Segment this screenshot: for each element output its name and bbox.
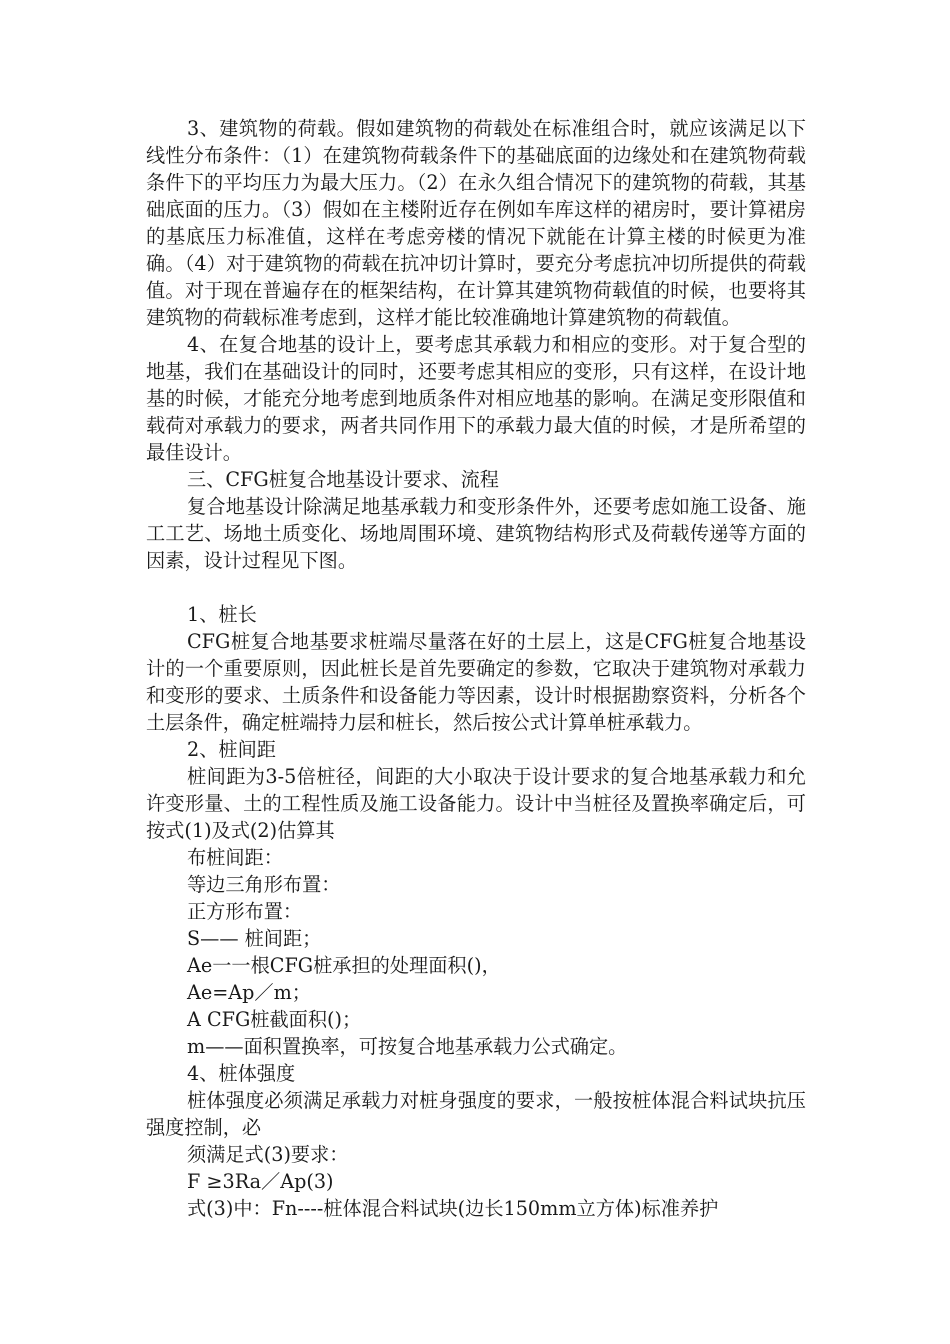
- line-def-s: S—— 桩间距；: [187, 927, 322, 950]
- document-page: [146, 115, 806, 1222]
- line-triangle-layout: 等边三角形布置：: [187, 873, 341, 896]
- line-formula-3: F ≥3Ra／Ap(3): [187, 1170, 334, 1193]
- line-def-ae: Ae一一根CFG桩承担的处理面积()，: [187, 954, 501, 977]
- heading-pile-strength: 4、桩体强度: [187, 1062, 296, 1085]
- line-spacing-label: 布桩间距：: [187, 846, 283, 869]
- line-def-m: m——面积置换率，可按复合地基承载力公式确定。: [187, 1035, 628, 1058]
- section-heading-cfg-requirements: 三、CFG桩复合地基设计要求、流程: [187, 468, 499, 491]
- figure-placeholder-gap: [146, 574, 806, 601]
- line-square-layout: 正方形布置：: [187, 900, 303, 923]
- line-def-a: A CFG桩截面积()；: [187, 1008, 362, 1031]
- paragraph-design-factors: 复合地基设计除满足地基承载力和变形条件外，还要考虑如施工设备、施工工艺、场地土质变化、场地周围环境、建筑物结构形式及荷载传递等方面的因素，设计过程见下图。: [146, 495, 806, 572]
- heading-pile-length: 1、桩长: [187, 603, 257, 626]
- line-formula-3-note: 式(3)中：Fn----桩体混合料试块(边长150mm立方体)标准养护: [187, 1197, 719, 1220]
- paragraph-pile-length: CFG桩复合地基要求桩端尽量落在好的土层上，这是CFG桩复合地基设计的一个重要原则，因此桩长是首先要确定的参数，它取决于建筑物对承载力和变形的要求、土质条件和设备能力等因素，设计时根据勘察资料，分析各个土层条件，确定桩端持力层和桩长，然后按公式计算单桩承载力。: [146, 630, 806, 734]
- paragraph-composite-foundation: 4、在复合地基的设计上，要考虑其承载力和相应的变形。对于复合型的地基，我们在基础设计的同时，还要考虑其相应的变形，只有这样，在设计地基的时候，才能充分地考虑到地质条件对相应地基的影响。在满足变形限值和载荷对承载力的要求，两者共同作用下的承载力最大值的时候，才是所希望的最佳设计。: [146, 333, 806, 464]
- paragraph-pile-strength: 桩体强度必须满足承载力对桩身强度的要求，一般按桩体混合料试块抗压强度控制，必: [146, 1089, 806, 1139]
- paragraph-pile-spacing: 桩间距为3-5倍桩径，间距的大小取决于设计要求的复合地基承载力和允许变形量、土的工程性质及施工设备能力。设计中当桩径及置换率确定后，可按式(1)及式(2)估算其: [146, 765, 806, 842]
- line-formula-ae: Ae=Ap／m；: [187, 981, 311, 1004]
- line-satisfy-formula: 须满足式(3)要求：: [187, 1143, 349, 1166]
- paragraph-building-load: 3、建筑物的荷载。假如建筑物的荷载处在标准组合时，就应该满足以下线性分布条件：（1）在建筑物荷载条件下的基础底面的边缘处和在建筑物荷载条件下的平均压力为最大压力。（2）在永久组合情况下的建筑物的荷载，其基础底面的压力。（3）假如在主楼附近存在例如车库这样的裙房时，要计算裙房的基底压力标准值，这样在考虑旁楼的情况下就能在计算主楼的时候更为准确。（4）对于建筑物的荷载在抗冲切计算时，要充分考虑抗冲切所提供的荷载值。对于现在普遍存在的框架结构，在计算其建筑物荷载值的时候，也要将其建筑物的荷载标准考虑到，这样才能比较准确地计算建筑物的荷载值。: [146, 117, 806, 329]
- heading-pile-spacing: 2、桩间距: [187, 738, 276, 761]
